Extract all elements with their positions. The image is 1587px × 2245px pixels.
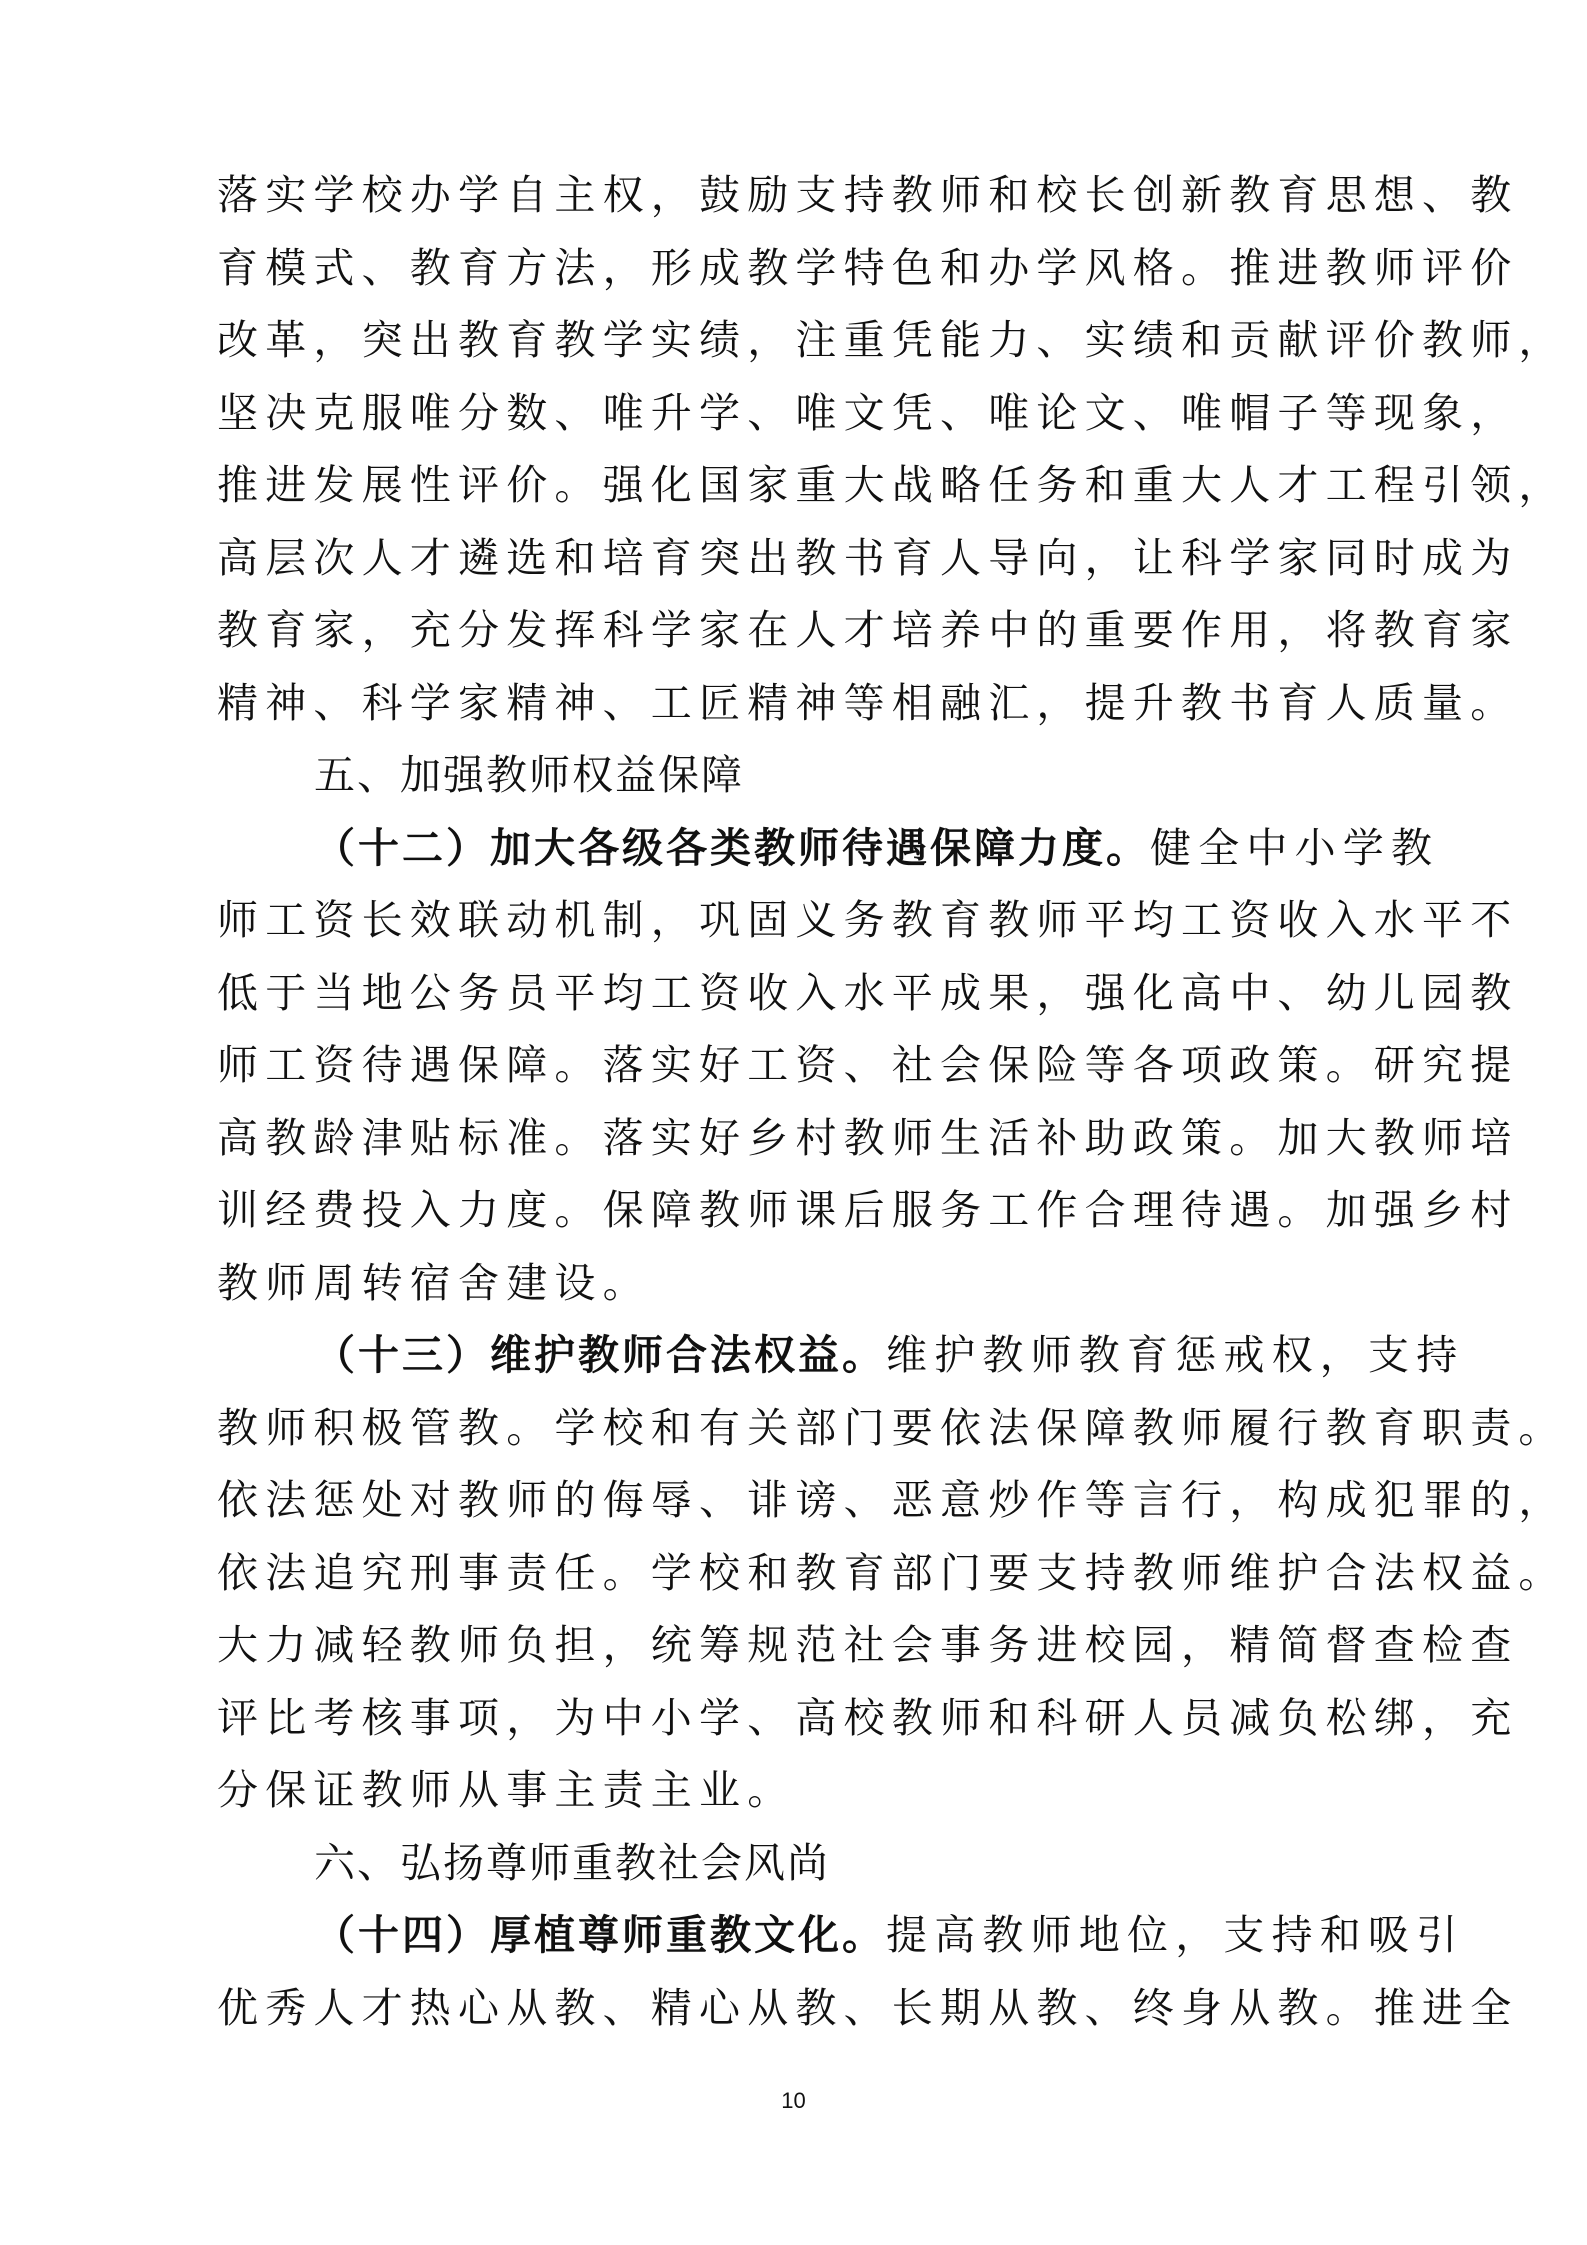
body-line: 师工资长效联动机制，巩固义务教育教师平均工资收入水平不 bbox=[217, 896, 1519, 944]
item-12-title: （十二）加大各级各类教师待遇保障力度。 bbox=[314, 824, 1150, 872]
section-heading-6: 六、弘扬尊师重教社会风尚 bbox=[314, 1839, 830, 1887]
body-line: 落实学校办学自主权，鼓励支持教师和校长创新教育思想、教 bbox=[217, 171, 1519, 219]
body-line: 坚决克服唯分数、唯升学、唯文凭、唯论文、唯帽子等现象， bbox=[217, 389, 1519, 437]
page-number: 10 bbox=[781, 2088, 806, 2113]
item-14-first-line bbox=[314, 1899, 1465, 1971]
body-line: 依法追究刑事责任。学校和教育部门要支持教师维护合法权益。 bbox=[217, 1549, 1567, 1597]
item-14-title: （十四）厚植尊师重教文化。 bbox=[314, 1911, 886, 1959]
body-line: 依法惩处对教师的侮辱、诽谤、恶意炒作等言行，构成犯罪的， bbox=[217, 1476, 1567, 1524]
body-line: 教师周转宿舍建设。 bbox=[217, 1259, 651, 1307]
item-13-first-line bbox=[314, 1319, 1465, 1391]
body-line: 师工资待遇保障。落实好工资、社会保险等各项政策。研究提 bbox=[217, 1041, 1519, 1089]
body-line: 评比考核事项，为中小学、高校教师和科研人员减负松绑，充 bbox=[217, 1694, 1519, 1742]
item-14-text: 提高教师地位，支持和吸引 bbox=[886, 1911, 1465, 1959]
body-line: 优秀人才热心从教、精心从教、长期从教、终身从教。推进全 bbox=[217, 1984, 1519, 2032]
body-line: 教师积极管教。学校和有关部门要依法保障教师履行教育职责。 bbox=[217, 1404, 1567, 1452]
item-12-first-line bbox=[314, 812, 1440, 884]
item-13-title: （十三）维护教师合法权益。 bbox=[314, 1331, 886, 1379]
body-line: 改革，突出教育教学实绩，注重凭能力、实绩和贡献评价教师， bbox=[217, 316, 1567, 364]
item-13-text: 维护教师教育惩戒权，支持 bbox=[886, 1331, 1465, 1379]
body-line: 推进发展性评价。强化国家重大战略任务和重大人才工程引领， bbox=[217, 461, 1567, 509]
body-line: 大力减轻教师负担，统筹规范社会事务进校园，精简督查检查 bbox=[217, 1621, 1519, 1669]
body-line: 育模式、教育方法，形成教学特色和办学风格。推进教师评价 bbox=[217, 244, 1519, 292]
body-line: 低于当地公务员平均工资收入水平成果，强化高中、幼儿园教 bbox=[217, 969, 1519, 1017]
body-line: 教育家，充分发挥科学家在人才培养中的重要作用，将教育家 bbox=[217, 606, 1519, 654]
body-line: 分保证教师从事主责主业。 bbox=[217, 1766, 796, 1814]
body-line: 高教龄津贴标准。落实好乡村教师生活补助政策。加大教师培 bbox=[217, 1114, 1519, 1162]
body-line: 高层次人才遴选和培育突出教书育人导向，让科学家同时成为 bbox=[217, 534, 1519, 582]
body-line: 训经费投入力度。保障教师课后服务工作合理待遇。加强乡村 bbox=[217, 1186, 1519, 1234]
item-12-text: 健全中小学教 bbox=[1150, 824, 1440, 872]
section-heading-5: 五、加强教师权益保障 bbox=[314, 751, 744, 799]
body-line: 精神、科学家精神、工匠精神等相融汇，提升教书育人质量。 bbox=[217, 679, 1519, 727]
